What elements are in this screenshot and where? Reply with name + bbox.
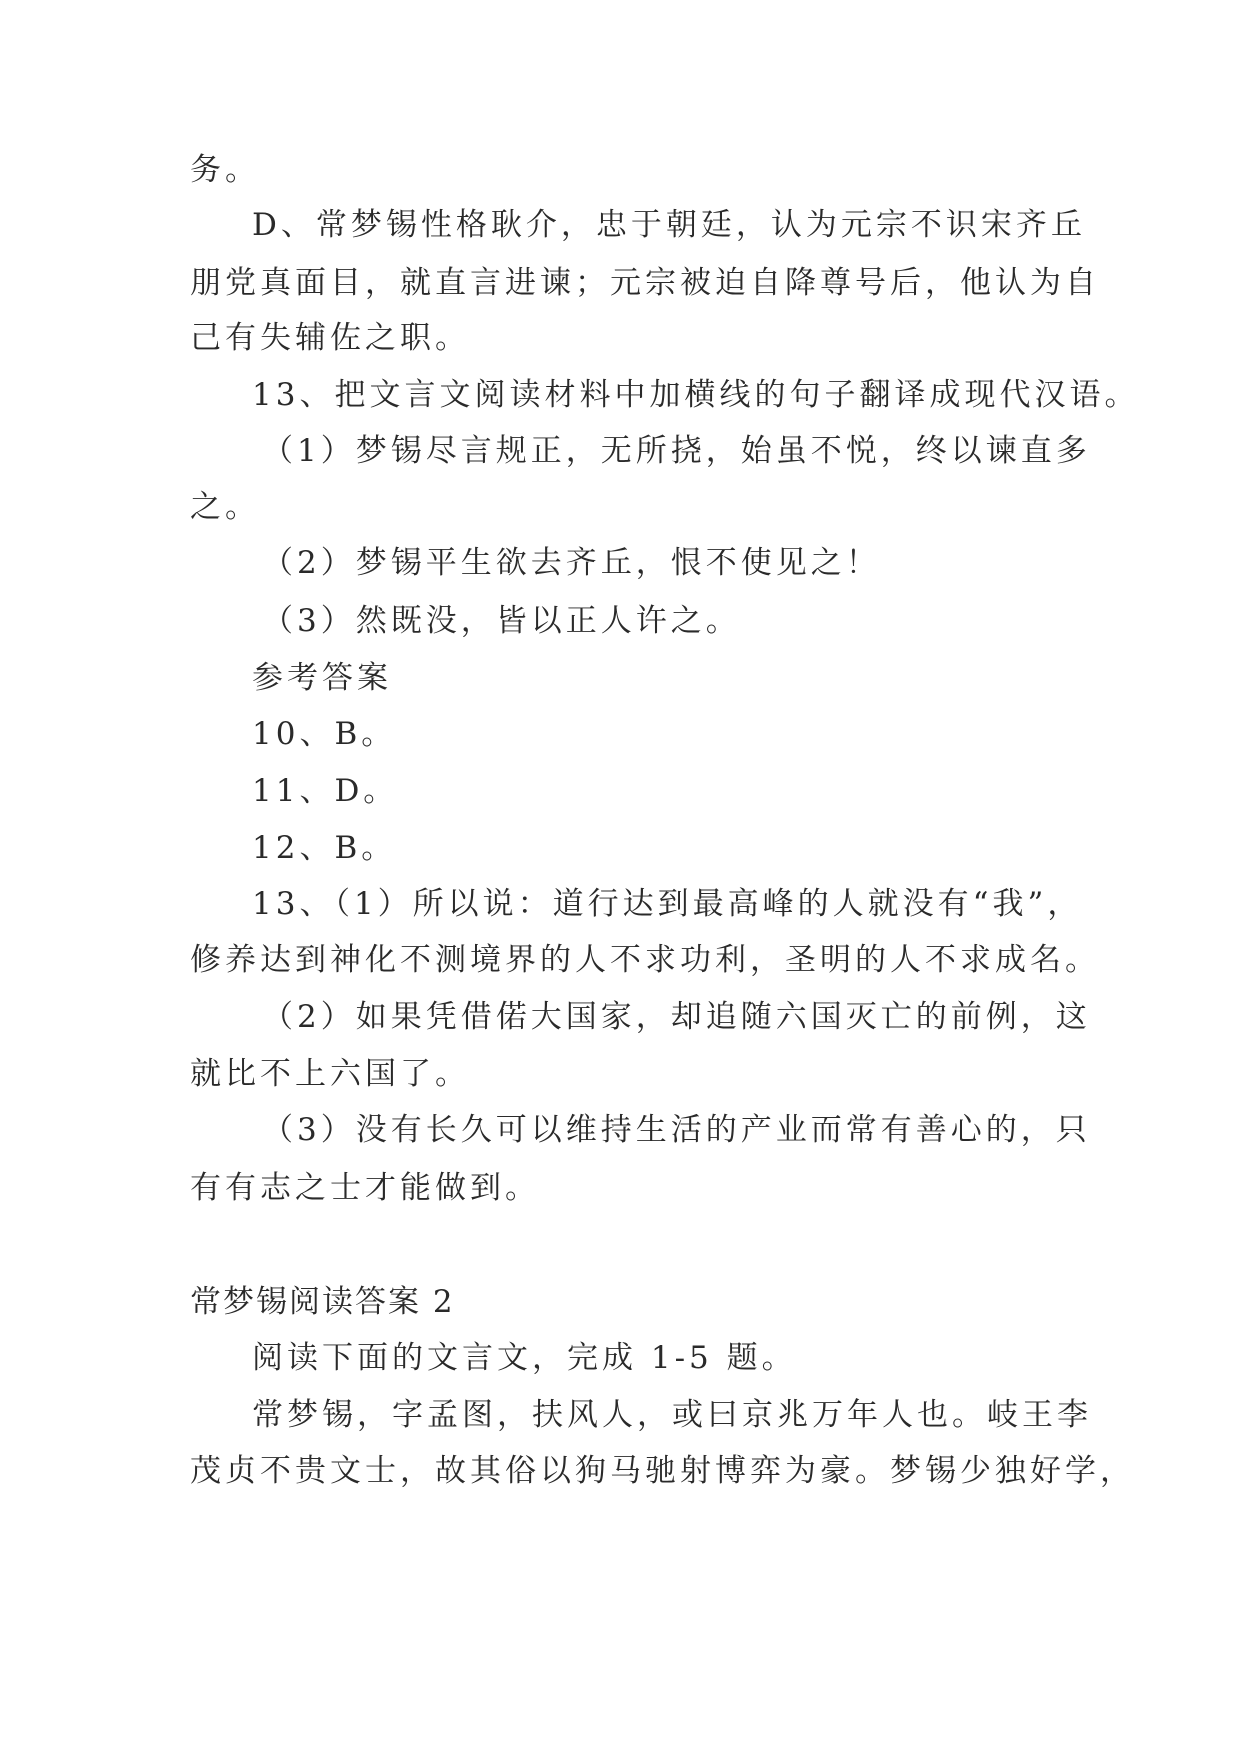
text-line: 就比不上六国了。 <box>190 1056 470 1092</box>
text-line: （3）没有长久可以维持生活的产业而常有善心的，只 <box>262 1112 1091 1148</box>
text-line: （3）然既没，皆以正人许之。 <box>262 603 741 639</box>
text-line: 茂贞不贵文士，故其俗以狗马驰射博弈为豪。梦锡少独好学， <box>190 1453 1135 1489</box>
text-line: （1）梦锡尽言规正，无所挠，始虽不悦，终以谏直多 <box>262 433 1091 469</box>
text-line: （2）如果凭借偌大国家，却追随六国灭亡的前例，这 <box>262 999 1091 1035</box>
text-line: 阅读下面的文言文，完成 1-5 题。 <box>252 1340 797 1376</box>
text-line: D、常梦锡性格耿介，忠于朝廷，认为元宗不识宋齐丘 <box>252 207 1086 243</box>
answer-line: 12、B。 <box>252 830 397 866</box>
text-line: 务。 <box>190 152 260 188</box>
text-line: 朋党真面目，就直言进谏；元宗被迫自降尊号后，他认为自 <box>190 265 1100 301</box>
article-title: 常梦锡阅读答案 2 <box>190 1284 455 1320</box>
answer-line: 10、B。 <box>252 716 397 752</box>
answer-line: 11、D。 <box>252 773 399 809</box>
text-line: 13、把文言文阅读材料中加横线的句子翻译成现代汉语。 <box>252 377 1140 413</box>
text-line: 常梦锡，字孟图，扶风人，或曰京兆万年人也。岐王李 <box>252 1397 1092 1433</box>
text-line: 己有失辅佐之职。 <box>190 320 470 356</box>
text-line: 有有志之士才能做到。 <box>190 1170 540 1206</box>
text-line: （2）梦锡平生欲去齐丘，恨不使见之！ <box>262 545 881 581</box>
answer-line: 13、（1）所以说：道行达到最高峰的人就没有“我”， <box>252 886 1083 922</box>
section-heading: 参考答案 <box>252 660 392 696</box>
text-line: 修养达到神化不测境界的人不求功利，圣明的人不求成名。 <box>190 942 1100 978</box>
text-line: 之。 <box>190 489 260 525</box>
